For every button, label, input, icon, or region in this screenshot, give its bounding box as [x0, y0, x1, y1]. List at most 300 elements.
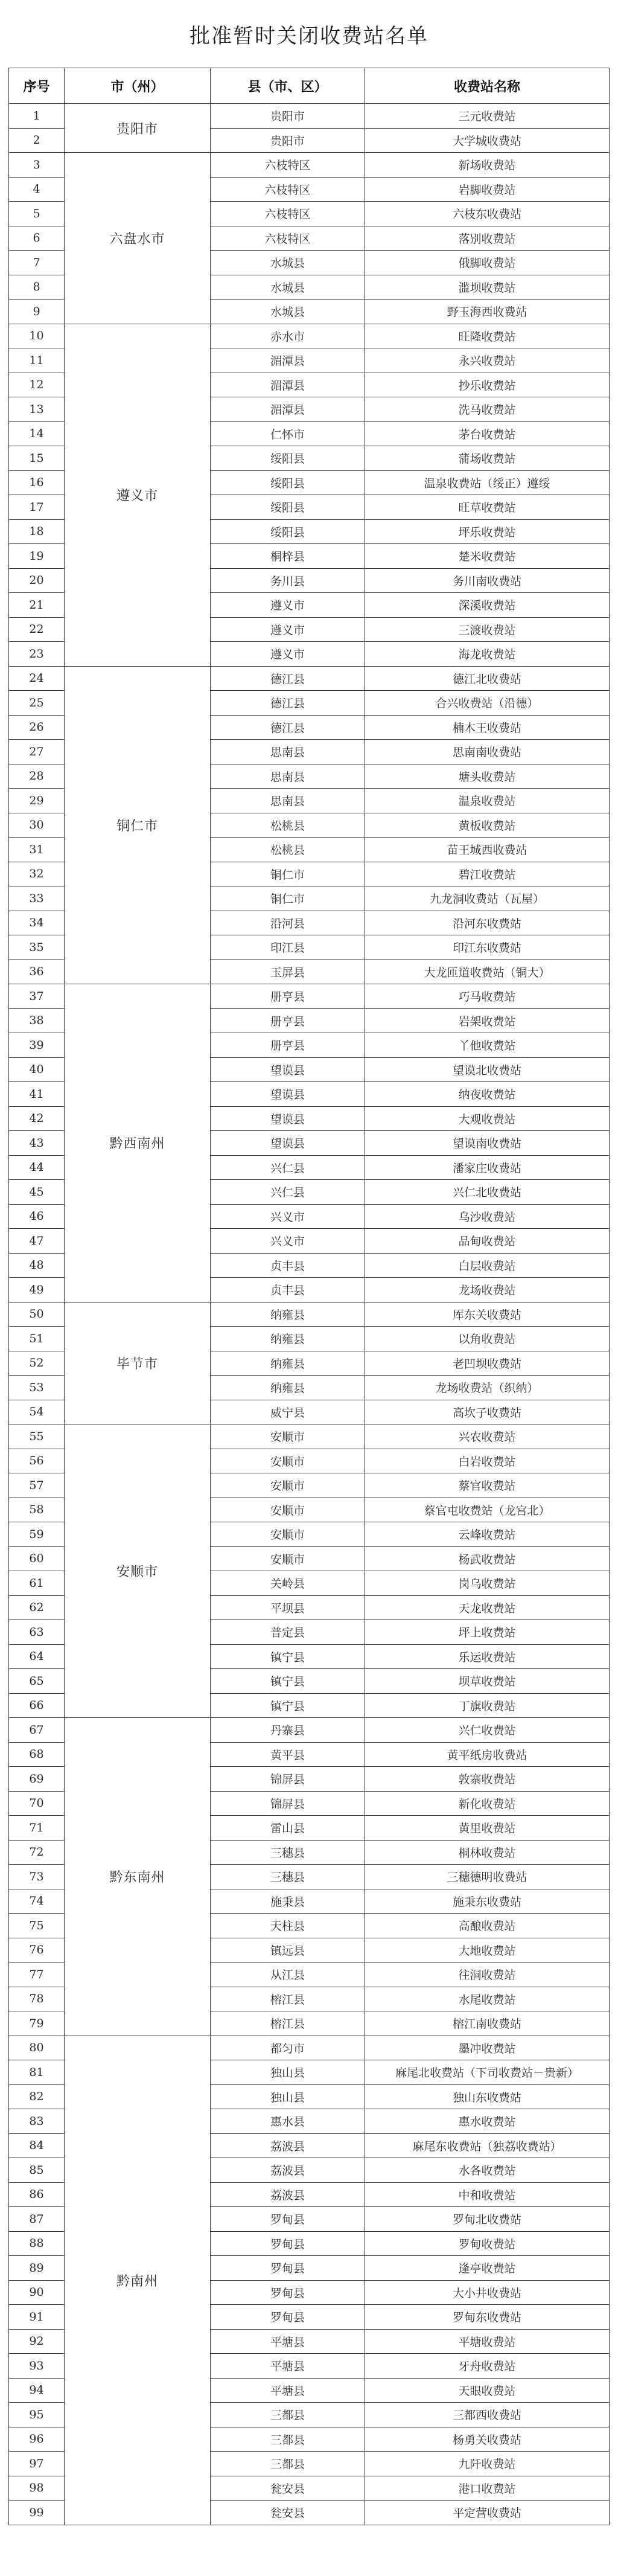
station-name-cell: 罗甸北收费站 [365, 2207, 610, 2232]
row-index: 23 [9, 642, 65, 667]
table-row [9, 153, 610, 178]
row-index: 98 [9, 2476, 65, 2501]
row-index: 3 [9, 153, 65, 178]
row-index: 28 [9, 764, 65, 789]
station-name-cell: 思南南收费站 [365, 740, 610, 764]
row-index: 88 [9, 2231, 65, 2256]
station-name-cell: 三穗德明收费站 [365, 1865, 610, 1889]
county-cell: 贞丰县 [211, 1253, 365, 1278]
row-index: 82 [9, 2084, 65, 2109]
station-name-cell: 滥坝收费站 [365, 275, 610, 300]
county-cell: 兴义市 [211, 1204, 365, 1229]
row-index: 2 [9, 128, 65, 153]
county-cell: 松桃县 [211, 813, 365, 838]
county-cell: 雷山县 [211, 1816, 365, 1841]
row-index: 49 [9, 1278, 65, 1302]
county-cell: 榕江县 [211, 2011, 365, 2036]
header-city: 市（州） [65, 68, 211, 104]
county-cell: 德江县 [211, 691, 365, 716]
station-name-cell: 温泉收费站 [365, 789, 610, 813]
row-index: 57 [9, 1473, 65, 1498]
station-name-cell: 乌沙收费站 [365, 1204, 610, 1229]
county-cell: 镇宁县 [211, 1693, 365, 1718]
station-name-cell: 墨冲收费站 [365, 2036, 610, 2060]
station-name-cell: 沿河东收费站 [365, 911, 610, 935]
row-index: 94 [9, 2378, 65, 2403]
county-cell: 思南县 [211, 764, 365, 789]
row-index: 30 [9, 813, 65, 838]
station-name-cell: 厍东关收费站 [365, 1302, 610, 1327]
county-cell: 镇宁县 [211, 1644, 365, 1669]
row-index: 29 [9, 789, 65, 813]
row-index: 36 [9, 960, 65, 984]
row-index: 95 [9, 2403, 65, 2427]
table-body [9, 104, 610, 2525]
station-name-cell: 岗乌收费站 [365, 1571, 610, 1596]
row-index: 84 [9, 2133, 65, 2158]
station-name-cell: 龙场收费站 [365, 1278, 610, 1302]
station-name-cell: 天眼收费站 [365, 2378, 610, 2403]
row-index: 37 [9, 984, 65, 1009]
row-index: 12 [9, 373, 65, 397]
row-index: 96 [9, 2427, 65, 2452]
station-name-cell: 大小井收费站 [365, 2280, 610, 2305]
row-index: 77 [9, 1962, 65, 1987]
county-cell: 沿河县 [211, 911, 365, 935]
station-name-cell: 杨勇关收费站 [365, 2427, 610, 2452]
county-cell: 绥阳县 [211, 495, 365, 520]
row-index: 10 [9, 324, 65, 348]
row-index: 58 [9, 1498, 65, 1522]
row-index: 86 [9, 2182, 65, 2207]
station-name-cell: 永兴收费站 [365, 348, 610, 373]
station-name-cell: 大观收费站 [365, 1106, 610, 1131]
row-index: 50 [9, 1302, 65, 1327]
station-name-cell: 杨武收费站 [365, 1546, 610, 1571]
station-name-cell: 兴仁北收费站 [365, 1180, 610, 1205]
station-name-cell: 旺草收费站 [365, 495, 610, 520]
station-name-cell: 龙场收费站（织纳） [365, 1376, 610, 1400]
county-cell: 安顺市 [211, 1424, 365, 1449]
row-index: 81 [9, 2060, 65, 2085]
station-name-cell: 九阡收费站 [365, 2452, 610, 2476]
county-cell: 册亨县 [211, 1008, 365, 1033]
station-name-cell: 海龙收费站 [365, 642, 610, 667]
county-cell: 玉屏县 [211, 960, 365, 984]
station-name-cell: 大地收费站 [365, 1938, 610, 1962]
station-name-cell: 新场收费站 [365, 153, 610, 178]
station-name-cell: 中和收费站 [365, 2182, 610, 2207]
row-index: 14 [9, 421, 65, 446]
station-name-cell: 水各收费站 [365, 2158, 610, 2183]
row-index: 20 [9, 568, 65, 593]
station-name-cell: 温泉收费站（绥正）遵绥 [365, 470, 610, 495]
station-name-cell: 坪上收费站 [365, 1620, 610, 1645]
county-cell: 思南县 [211, 740, 365, 764]
toll-station-table [8, 68, 610, 2525]
station-name-cell: 往洞收费站 [365, 1962, 610, 1987]
county-cell: 六枝特区 [211, 177, 365, 202]
county-cell: 惠水县 [211, 2109, 365, 2134]
county-cell: 桐梓县 [211, 544, 365, 569]
row-index: 1 [9, 104, 65, 129]
row-index: 74 [9, 1889, 65, 1914]
row-index: 11 [9, 348, 65, 373]
county-cell: 瓮安县 [211, 2501, 365, 2525]
county-cell: 三穗县 [211, 1840, 365, 1865]
station-name-cell: 岩架收费站 [365, 1008, 610, 1033]
county-cell: 安顺市 [211, 1498, 365, 1522]
row-index: 65 [9, 1669, 65, 1694]
city-cell: 黔西南州 [65, 984, 211, 1302]
county-cell: 罗甸县 [211, 2207, 365, 2232]
station-name-cell: 水尾收费站 [365, 1987, 610, 2011]
station-name-cell: 坪乐收费站 [365, 519, 610, 544]
station-name-cell: 九龙洞收费站（瓦屋） [365, 886, 610, 911]
station-name-cell: 三渡收费站 [365, 617, 610, 642]
station-name-cell: 蔡官屯收费站（龙宫北） [365, 1498, 610, 1522]
station-name-cell: 蒲场收费站 [365, 446, 610, 471]
table-row [9, 666, 610, 691]
row-index: 55 [9, 1424, 65, 1449]
row-index: 99 [9, 2501, 65, 2525]
row-index: 31 [9, 838, 65, 862]
table-header-row [9, 68, 610, 104]
row-index: 87 [9, 2207, 65, 2232]
city-cell: 黔东南州 [65, 1718, 211, 2036]
row-index: 6 [9, 226, 65, 251]
table-row [9, 1424, 610, 1449]
county-cell: 镇宁县 [211, 1669, 365, 1694]
county-cell: 望谟县 [211, 1057, 365, 1082]
county-cell: 水城县 [211, 300, 365, 324]
row-index: 67 [9, 1718, 65, 1743]
table-row [9, 104, 610, 129]
row-index: 34 [9, 911, 65, 935]
county-cell: 安顺市 [211, 1449, 365, 1473]
row-index: 21 [9, 593, 65, 618]
header-station: 收费站名称 [365, 68, 610, 104]
row-index: 73 [9, 1865, 65, 1889]
county-cell: 平塘县 [211, 2354, 365, 2379]
row-index: 15 [9, 446, 65, 471]
county-cell: 平塘县 [211, 2329, 365, 2354]
county-cell: 赤水市 [211, 324, 365, 348]
station-name-cell: 牙舟收费站 [365, 2354, 610, 2379]
county-cell: 水城县 [211, 251, 365, 275]
table-row [9, 984, 610, 1009]
station-name-cell: 罗甸东收费站 [365, 2305, 610, 2330]
station-name-cell: 云峰收费站 [365, 1522, 610, 1547]
station-name-cell: 楚米收费站 [365, 544, 610, 569]
row-index: 47 [9, 1229, 65, 1254]
station-name-cell: 天龙收费站 [365, 1595, 610, 1620]
station-name-cell: 黄板收费站 [365, 813, 610, 838]
station-name-cell: 高酿收费站 [365, 1914, 610, 1938]
county-cell: 纳雍县 [211, 1327, 365, 1351]
row-index: 56 [9, 1449, 65, 1473]
row-index: 90 [9, 2280, 65, 2305]
station-name-cell: 老凹坝收费站 [365, 1351, 610, 1376]
county-cell: 纳雍县 [211, 1351, 365, 1376]
county-cell: 兴义市 [211, 1229, 365, 1254]
station-name-cell: 敦寨收费站 [365, 1767, 610, 1792]
row-index: 16 [9, 470, 65, 495]
row-index: 61 [9, 1571, 65, 1596]
station-name-cell: 茅台收费站 [365, 421, 610, 446]
county-cell: 荔波县 [211, 2133, 365, 2158]
table-row [9, 324, 610, 348]
row-index: 41 [9, 1082, 65, 1107]
county-cell: 罗甸县 [211, 2256, 365, 2281]
county-cell: 松桃县 [211, 838, 365, 862]
station-name-cell: 抄乐收费站 [365, 373, 610, 397]
station-name-cell: 新化收费站 [365, 1791, 610, 1816]
row-index: 66 [9, 1693, 65, 1718]
row-index: 7 [9, 251, 65, 275]
station-name-cell: 蔡官收费站 [365, 1473, 610, 1498]
station-name-cell: 落别收费站 [365, 226, 610, 251]
county-cell: 贵阳市 [211, 128, 365, 153]
station-name-cell: 深溪收费站 [365, 593, 610, 618]
station-name-cell: 三都西收费站 [365, 2403, 610, 2427]
county-cell: 贵阳市 [211, 104, 365, 129]
city-cell: 黔南州 [65, 2036, 211, 2525]
county-cell: 德江县 [211, 666, 365, 691]
station-name-cell: 黄平纸房收费站 [365, 1742, 610, 1767]
row-index: 8 [9, 275, 65, 300]
county-cell: 湄潭县 [211, 348, 365, 373]
row-index: 78 [9, 1987, 65, 2011]
county-cell: 黄平县 [211, 1742, 365, 1767]
county-cell: 水城县 [211, 275, 365, 300]
row-index: 48 [9, 1253, 65, 1278]
county-cell: 三都县 [211, 2403, 365, 2427]
county-cell: 独山县 [211, 2060, 365, 2085]
station-name-cell: 独山东收费站 [365, 2084, 610, 2109]
row-index: 18 [9, 519, 65, 544]
station-name-cell: 大学城收费站 [365, 128, 610, 153]
row-index: 85 [9, 2158, 65, 2183]
row-index: 32 [9, 862, 65, 886]
station-name-cell: 望谟南收费站 [365, 1131, 610, 1156]
row-index: 68 [9, 1742, 65, 1767]
county-cell: 三都县 [211, 2427, 365, 2452]
station-name-cell: 罗甸收费站 [365, 2231, 610, 2256]
county-cell: 纳雍县 [211, 1376, 365, 1400]
county-cell: 六枝特区 [211, 153, 365, 178]
county-cell: 独山县 [211, 2084, 365, 2109]
county-cell: 荔波县 [211, 2158, 365, 2183]
county-cell: 遵义市 [211, 617, 365, 642]
station-name-cell: 白岩收费站 [365, 1449, 610, 1473]
county-cell: 思南县 [211, 789, 365, 813]
row-index: 25 [9, 691, 65, 716]
table-row [9, 1718, 610, 1743]
station-name-cell: 碧江收费站 [365, 862, 610, 886]
row-index: 51 [9, 1327, 65, 1351]
station-name-cell: 楠木王收费站 [365, 715, 610, 740]
row-index: 38 [9, 1008, 65, 1033]
station-name-cell: 逢亭收费站 [365, 2256, 610, 2281]
row-index: 44 [9, 1155, 65, 1180]
county-cell: 都匀市 [211, 2036, 365, 2060]
row-index: 70 [9, 1791, 65, 1816]
row-index: 52 [9, 1351, 65, 1376]
row-index: 19 [9, 544, 65, 569]
county-cell: 罗甸县 [211, 2305, 365, 2330]
county-cell: 湄潭县 [211, 373, 365, 397]
row-index: 71 [9, 1816, 65, 1841]
row-index: 13 [9, 397, 65, 422]
table-row [9, 1302, 610, 1327]
row-index: 4 [9, 177, 65, 202]
row-index: 76 [9, 1938, 65, 1962]
row-index: 43 [9, 1131, 65, 1156]
row-index: 24 [9, 666, 65, 691]
county-cell: 罗甸县 [211, 2280, 365, 2305]
row-index: 5 [9, 202, 65, 226]
county-cell: 罗甸县 [211, 2231, 365, 2256]
county-cell: 关岭县 [211, 1571, 365, 1596]
row-index: 33 [9, 886, 65, 911]
county-cell: 绥阳县 [211, 519, 365, 544]
county-cell: 平坝县 [211, 1595, 365, 1620]
county-cell: 三都县 [211, 2452, 365, 2476]
station-name-cell: 麻尾东收费站（独荔收费站） [365, 2133, 610, 2158]
station-name-cell: 品甸收费站 [365, 1229, 610, 1254]
county-cell: 务川县 [211, 568, 365, 593]
station-name-cell: 施秉东收费站 [365, 1889, 610, 1914]
county-cell: 纳雍县 [211, 1302, 365, 1327]
row-index: 63 [9, 1620, 65, 1645]
county-cell: 三穗县 [211, 1865, 365, 1889]
county-cell: 贞丰县 [211, 1278, 365, 1302]
station-name-cell: 兴农收费站 [365, 1424, 610, 1449]
county-cell: 铜仁市 [211, 862, 365, 886]
county-cell: 德江县 [211, 715, 365, 740]
header-index: 序号 [9, 68, 65, 104]
county-cell: 六枝特区 [211, 226, 365, 251]
row-index: 75 [9, 1914, 65, 1938]
station-name-cell: 丫他收费站 [365, 1033, 610, 1058]
station-name-cell: 白层收费站 [365, 1253, 610, 1278]
row-index: 22 [9, 617, 65, 642]
county-cell: 安顺市 [211, 1473, 365, 1498]
county-cell: 从江县 [211, 1962, 365, 1987]
county-cell: 六枝特区 [211, 202, 365, 226]
row-index: 27 [9, 740, 65, 764]
county-cell: 望谟县 [211, 1131, 365, 1156]
row-index: 92 [9, 2329, 65, 2354]
county-cell: 铜仁市 [211, 886, 365, 911]
row-index: 54 [9, 1400, 65, 1424]
row-index: 17 [9, 495, 65, 520]
county-cell: 瓮安县 [211, 2476, 365, 2501]
row-index: 35 [9, 935, 65, 960]
county-cell: 遵义市 [211, 642, 365, 667]
county-cell: 兴仁县 [211, 1155, 365, 1180]
row-index: 97 [9, 2452, 65, 2476]
row-index: 83 [9, 2109, 65, 2134]
station-name-cell: 印江东收费站 [365, 935, 610, 960]
city-cell: 贵阳市 [65, 104, 211, 153]
station-name-cell: 六枝东收费站 [365, 202, 610, 226]
row-index: 80 [9, 2036, 65, 2060]
row-index: 62 [9, 1595, 65, 1620]
row-index: 59 [9, 1522, 65, 1547]
header-county: 县（市、区） [211, 68, 365, 104]
document-title: 批准暂时关闭收费站名单 [190, 24, 428, 48]
county-cell: 平塘县 [211, 2378, 365, 2403]
station-name-cell: 桐林收费站 [365, 1840, 610, 1865]
station-name-cell: 平定营收费站 [365, 2501, 610, 2525]
station-name-cell: 乐运收费站 [365, 1644, 610, 1669]
city-cell: 六盘水市 [65, 153, 211, 324]
station-name-cell: 旺隆收费站 [365, 324, 610, 348]
county-cell: 湄潭县 [211, 397, 365, 422]
row-index: 45 [9, 1180, 65, 1205]
county-cell: 榕江县 [211, 1987, 365, 2011]
row-index: 64 [9, 1644, 65, 1669]
county-cell: 锦屏县 [211, 1791, 365, 1816]
station-name-cell: 兴仁收费站 [365, 1718, 610, 1743]
station-name-cell: 黄里收费站 [365, 1816, 610, 1841]
row-index: 91 [9, 2305, 65, 2330]
county-cell: 安顺市 [211, 1546, 365, 1571]
station-name-cell: 合兴收费站（沿德） [365, 691, 610, 716]
city-cell: 安顺市 [65, 1424, 211, 1718]
row-index: 72 [9, 1840, 65, 1865]
station-name-cell: 苗王城西收费站 [365, 838, 610, 862]
row-index: 89 [9, 2256, 65, 2281]
station-name-cell: 德江北收费站 [365, 666, 610, 691]
county-cell: 安顺市 [211, 1522, 365, 1547]
station-name-cell: 大龙匝道收费站（铜大） [365, 960, 610, 984]
station-name-cell: 丁旗收费站 [365, 1693, 610, 1718]
table-row [9, 2036, 610, 2060]
county-cell: 册亨县 [211, 1033, 365, 1058]
station-name-cell: 平塘收费站 [365, 2329, 610, 2354]
station-name-cell: 以角收费站 [365, 1327, 610, 1351]
station-name-cell: 务川南收费站 [365, 568, 610, 593]
row-index: 40 [9, 1057, 65, 1082]
station-name-cell: 三元收费站 [365, 104, 610, 129]
station-name-cell: 望谟北收费站 [365, 1057, 610, 1082]
station-name-cell: 麻尾北收费站（下司收费站－贵新） [365, 2060, 610, 2085]
station-name-cell: 榕江南收费站 [365, 2011, 610, 2036]
row-index: 46 [9, 1204, 65, 1229]
city-cell: 铜仁市 [65, 666, 211, 984]
station-name-cell: 俄脚收费站 [365, 251, 610, 275]
station-name-cell: 潘家庄收费站 [365, 1155, 610, 1180]
county-cell: 遵义市 [211, 593, 365, 618]
row-index: 26 [9, 715, 65, 740]
county-cell: 册亨县 [211, 984, 365, 1009]
county-cell: 天柱县 [211, 1914, 365, 1938]
county-cell: 镇远县 [211, 1938, 365, 1962]
station-name-cell: 纳夜收费站 [365, 1082, 610, 1107]
county-cell: 仁怀市 [211, 421, 365, 446]
county-cell: 绥阳县 [211, 470, 365, 495]
station-name-cell: 坝草收费站 [365, 1669, 610, 1694]
county-cell: 绥阳县 [211, 446, 365, 471]
city-cell: 遵义市 [65, 324, 211, 666]
station-name-cell: 岩脚收费站 [365, 177, 610, 202]
row-index: 39 [9, 1033, 65, 1058]
row-index: 93 [9, 2354, 65, 2379]
station-name-cell: 高坎子收费站 [365, 1400, 610, 1424]
